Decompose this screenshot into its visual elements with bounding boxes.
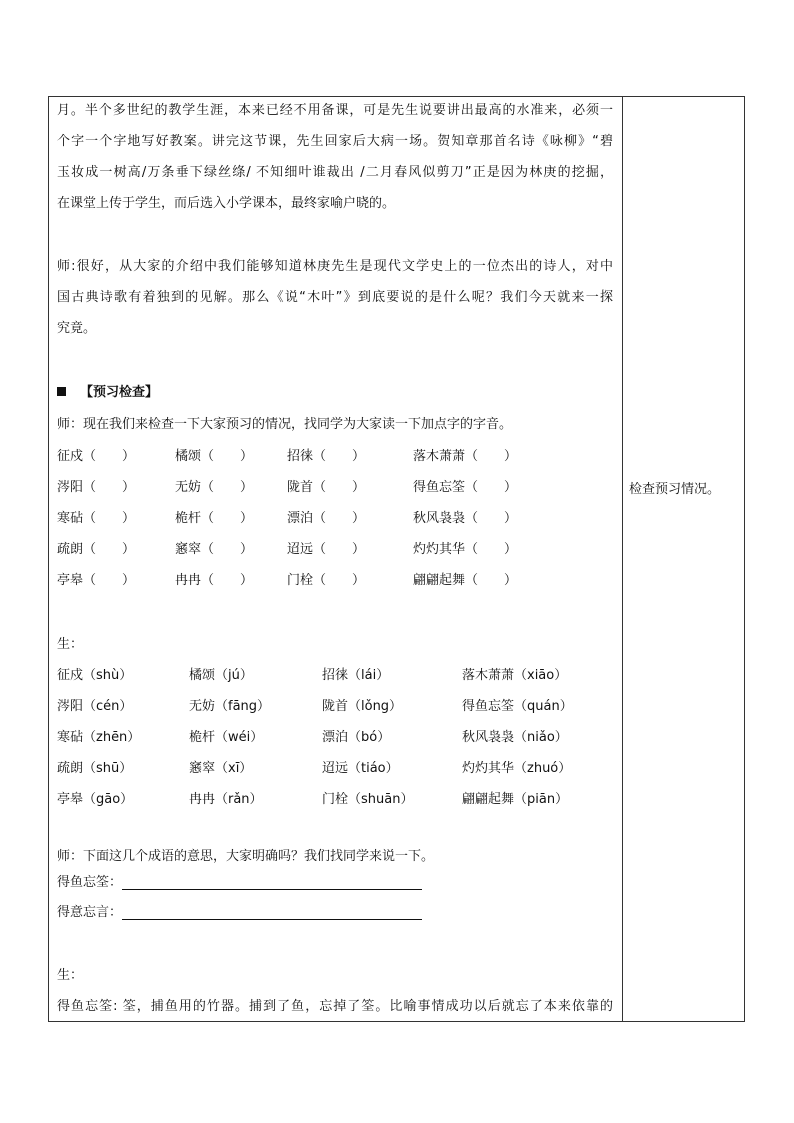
answer-item: 得鱼忘筌（quán） [462,699,573,714]
answer-item: 翩翩起舞（piān） [462,792,569,807]
question-item: 征戍（ ） [57,449,136,464]
idiom-item: 得鱼忘筌： [57,873,422,893]
answer-item: 涔阳（cén） [57,699,133,714]
question-item: 翩翩起舞（ ） [413,573,518,588]
question-item: 陇首（ ） [287,480,366,495]
answer-item: 落木萧萧（xiāo） [462,668,568,683]
question-item: 疏朗（ ） [57,542,136,557]
answer-item: 灼灼其华（zhuó） [462,761,572,776]
answer-item: 门栓（shuān） [322,792,414,807]
intro-line: 月。半个多世纪的教学生涯，本来已经不用备课，可是先生说要讲出最高的水准来，必须一 [57,103,613,118]
answer-item: 橘颂（jú） [189,668,253,683]
question-item: 漂泊（ ） [287,511,366,526]
answer-item: 桅杆（wéi） [189,730,264,745]
question-item: 灼灼其华（ ） [413,542,518,557]
intro-line: 玉妆成一树高/万条垂下绿丝绦/ 不知细叶谁裁出 /二月春风似剪刀”正是因为林庚的挖掘， [57,165,613,180]
answer-item: 窸窣（xī） [189,761,253,776]
question-item: 亭皋（ ） [57,573,136,588]
intro-line: 在课堂上传于学生，而后选入小学课本，最终家喻户晓的。 [57,196,396,211]
question-item: 招徕（ ） [287,449,366,464]
idiom-answer: 得鱼忘筌: 筌，捕鱼用的竹器。捕到了鱼，忘掉了筌。比喻事情成功以后就忘了本来依靠的 [57,999,613,1014]
question-item: 门栓（ ） [287,573,366,588]
answer-item: 无妨（fāng） [189,699,271,714]
square-bullet-icon [57,387,66,396]
answer-blank[interactable] [122,905,422,920]
question-item: 窸窣（ ） [175,542,254,557]
teacher-line: 国古典诗歌有着独到的见解。那么《说“木叶”》到底要说的是什么呢？我们今天就来一探 [57,290,613,305]
answer-item: 疏朗（shū） [57,761,133,776]
answer-item: 亭皋（gāo） [57,792,134,807]
answer-item: 陇首（lǒng） [322,699,403,714]
student-label: 生： [57,968,84,983]
question-item: 落木萧萧（ ） [413,449,518,464]
question-item: 寒砧（ ） [57,511,136,526]
answer-item: 漂泊（bó） [322,730,391,745]
preview-instruction: 师：现在我们来检查一下大家预习的情况，找同学为大家读一下加点字的字音。 [57,417,513,432]
answer-item: 迢远（tiáo） [322,761,399,776]
question-item: 涔阳（ ） [57,480,136,495]
answer-blank[interactable] [122,875,422,890]
preview-heading: 【预习检查】 [57,383,158,403]
question-item: 秋风袅袅（ ） [413,511,518,526]
idiom-question: 师：下面这几个成语的意思，大家明确吗？我们找同学来说一下。 [57,849,435,864]
answer-item: 秋风袅袅（niǎo） [462,730,568,745]
answer-item: 招徕（lái） [322,668,390,683]
answer-item: 寒砧（zhēn） [57,730,141,745]
teacher-line: 师:很好，从大家的介绍中我们能够知道林庚先生是现代文学史上的一位杰出的诗人，对中 [57,259,613,274]
answer-item: 冉冉（rǎn） [189,792,263,807]
check-preview-note: 检查预习情况。 [629,482,721,497]
student-label: 生： [57,637,84,652]
question-item: 迢远（ ） [287,542,366,557]
column-divider [622,97,623,1021]
question-item: 橘颂（ ） [175,449,254,464]
question-item: 得鱼忘筌（ ） [413,480,518,495]
question-item: 冉冉（ ） [175,573,254,588]
answer-item: 征戍（shù） [57,668,133,683]
teacher-line: 究竟。 [57,321,97,336]
question-item: 无妨（ ） [175,480,254,495]
intro-line: 个字一个字地写好教案。讲完这节课，先生回家后大病一场。贺知章那首名诗《咏柳》“碧 [57,134,613,149]
idiom-item: 得意忘言： [57,903,422,923]
question-item: 桅杆（ ） [175,511,254,526]
lesson-plan-table [48,96,745,1022]
